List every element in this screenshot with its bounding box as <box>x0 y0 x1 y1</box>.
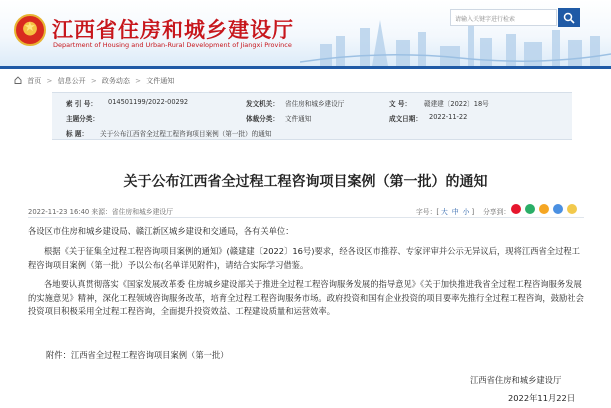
font-size-control <box>416 206 474 216</box>
article-meta <box>28 204 584 218</box>
signature-date: 2022年11月22日 <box>508 393 576 403</box>
wechat-share-icon[interactable] <box>525 204 535 214</box>
breadcrumb-separator: > <box>135 77 142 85</box>
salutation: 各设区市住房和城乡建设局、赣江新区城乡建设和交通局，各有关单位： <box>28 226 294 236</box>
breadcrumb <box>14 76 177 86</box>
share-label: 分享到： <box>483 208 511 216</box>
docno-value: 赣建建〔2022〕18号 <box>424 100 489 108</box>
category-value: 文件通知 <box>285 115 312 123</box>
font-large-button[interactable]: 大 <box>441 208 448 216</box>
breadcrumb-item-info-public[interactable]: 信息公开 <box>57 77 86 85</box>
org-value: 省住房和城乡建设厅 <box>285 100 345 108</box>
site-title[interactable]: 江西省住房和城乡建设厅 <box>52 18 294 42</box>
site-subtitle: Department of Housing and Urban-Rural Development of Jiangxi Province <box>53 41 292 49</box>
home-icon <box>14 76 22 84</box>
share-icons <box>511 204 581 214</box>
info-row <box>52 96 572 108</box>
paragraph-1: 根据《关于征集全过程工程咨询项目案例的通知》(赣建建〔2022〕16号)要求，经各设区市推荐、专家评审并公示无异议后，现将江西省全过程工程咨询项目案例（第一批）予以公布(名单详见附件)，请结合实际学习借鉴。 <box>28 246 580 270</box>
search-icon <box>563 12 575 24</box>
date-label: 成文日期： <box>389 115 422 123</box>
site-header <box>0 0 611 66</box>
org-label: 发文机关： <box>246 100 279 108</box>
docno-label: 文 号： <box>389 100 412 108</box>
font-small-button[interactable]: 小 <box>462 208 470 216</box>
breadcrumb-separator: > <box>90 77 97 85</box>
breadcrumb-item-news[interactable]: 政务动态 <box>101 77 130 85</box>
font-size-label: 字号：[ <box>416 208 440 216</box>
national-emblem-icon <box>14 14 46 46</box>
article-title: 关于公布江西省全过程工程咨询项目案例（第一批）的通知 <box>123 174 488 190</box>
more-share-icon[interactable] <box>567 204 577 214</box>
breadcrumb-home[interactable]: 首页 <box>27 77 42 85</box>
title-label: 标 题： <box>66 130 89 138</box>
breadcrumb-separator: > <box>46 77 53 85</box>
search-button[interactable] <box>558 8 580 27</box>
attachment-link[interactable]: 附件：江西省全过程工程咨询项目案例（第一批） <box>46 350 229 360</box>
subject-label: 主题分类： <box>66 115 99 123</box>
search-input[interactable]: 请输入关键字进行检索 <box>450 9 557 26</box>
breadcrumb-item-notices[interactable]: 文件通知 <box>146 77 175 85</box>
date-value: 2022-11-22 <box>429 113 468 121</box>
header-divider <box>0 66 611 69</box>
paragraph-2: 各地要认真贯彻落实《国家发展改革委 住房城乡建设部关于推进全过程工程咨询服务发展的指导意见》《关于加快推进我省全过程工程咨询服务发展的实施意见》精神，深化工程领域咨询服务改革，培育全过程工程咨询服务市场。政府投资和国有企业投资的项目要率先推行全过程工程咨询，鼓励社会投资项目积极采用全过程工程咨询，全面提升投资效益、工程建设质量和运营效率。 <box>28 279 584 316</box>
font-medium-button[interactable]: 中 <box>451 208 459 216</box>
signature-organization: 江西省住房和城乡建设厅 <box>470 375 562 385</box>
font-size-bracket: ] <box>471 208 475 216</box>
category-label: 体裁分类： <box>246 115 279 123</box>
weibo-share-icon[interactable] <box>511 204 521 214</box>
document-info-table <box>52 92 572 140</box>
publish-info: 2022-11-23 16:40 来源：省住房和城乡建设厅 <box>28 208 173 216</box>
index-value: 014501199/2022-00292 <box>108 98 189 106</box>
info-row <box>52 126 572 138</box>
info-row <box>52 111 572 123</box>
title-value: 关于公布江西省全过程工程咨询项目案例（第一批）的通知 <box>100 130 272 138</box>
index-label: 索 引 号： <box>66 100 97 108</box>
meta-divider <box>28 217 584 218</box>
tencent-share-icon[interactable] <box>553 204 563 214</box>
qzone-share-icon[interactable] <box>539 204 549 214</box>
